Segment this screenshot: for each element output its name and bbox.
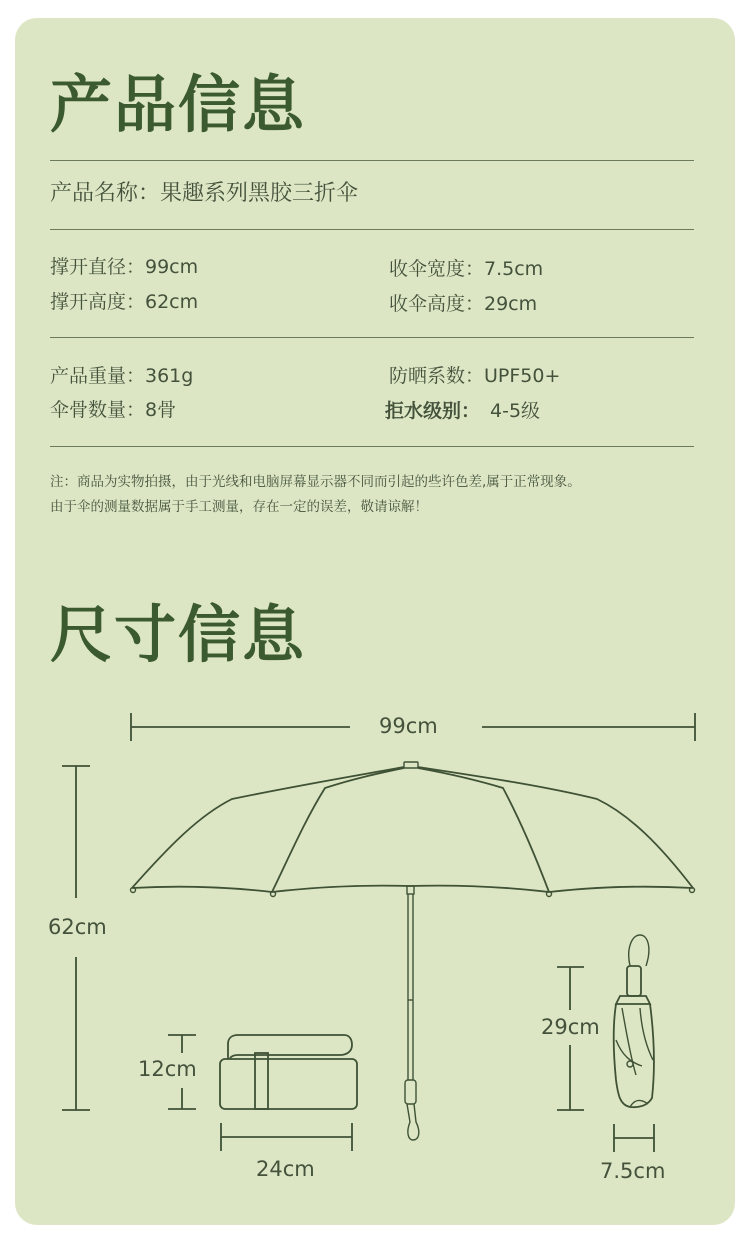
umbrella-box-icon (168, 1035, 357, 1151)
spec-folded-width: 收伞宽度：7.5cm (389, 258, 544, 280)
product-name: 产品名称：果趣系列黑胶三折伞 (50, 181, 359, 206)
spec-weight: 产品重量：361g (50, 365, 194, 387)
size-info-title: 尺寸信息 (50, 598, 307, 671)
spec-open-height: 撑开高度：62cm (50, 291, 199, 313)
box-width-label: 24cm (256, 1157, 315, 1181)
diameter-dimension-line (131, 713, 695, 741)
folded-height-label: 29cm (541, 1015, 600, 1039)
spec-ribs: 伞骨数量：8骨 (50, 399, 177, 421)
open-height-label: 62cm (48, 915, 107, 939)
height-dimension-line (62, 766, 90, 1110)
note-line-2: 由于伞的测量数据属于手工测量，存在一定的误差，敬请谅解！ (50, 499, 428, 515)
spec-open-diameter: 撑开直径：99cm (50, 256, 199, 278)
folded-width-label: 7.5cm (600, 1159, 666, 1183)
product-info-title: 产品信息 (50, 68, 307, 141)
open-diameter-label: 99cm (379, 714, 438, 738)
folded-umbrella-icon (557, 935, 654, 1152)
water-repellency-value: 4-5级 (490, 400, 541, 422)
note-line-1: 注：商品为实物拍摄，由于光线和电脑屏幕显示器不同而引起的些许色差,属于正常现象。 (50, 474, 581, 490)
spec-folded-height: 收伞高度：29cm (389, 293, 538, 315)
water-repellency-label: 拒水级别： (385, 400, 481, 422)
spec-upf: 防晒系数：UPF50+ (389, 365, 561, 387)
box-height-label: 12cm (138, 1057, 197, 1081)
open-umbrella-icon (131, 762, 695, 1140)
